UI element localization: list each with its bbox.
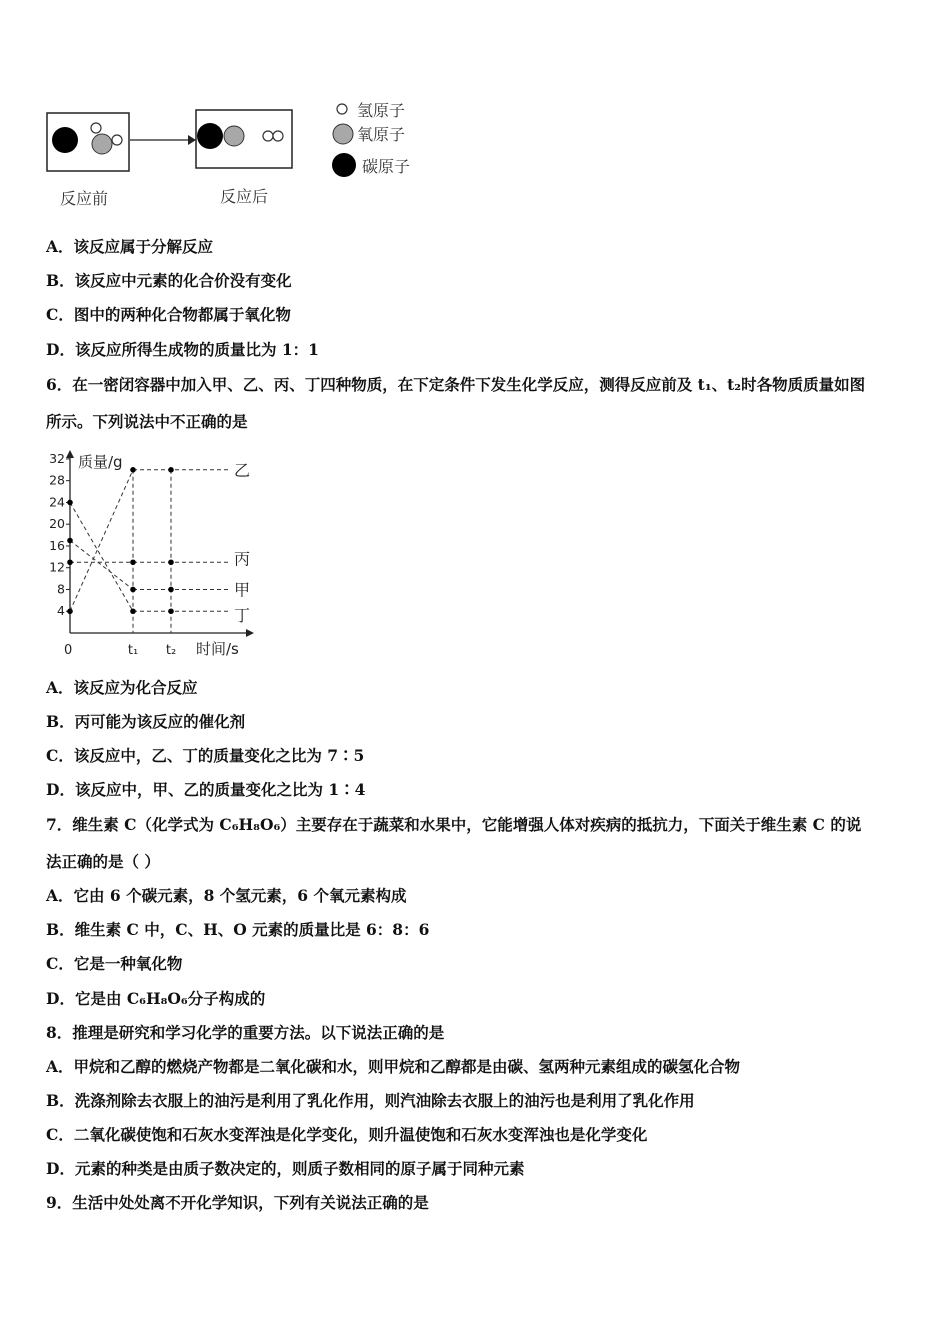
q8-option-c: C．二氧化碳使饱和石灰水变浑浊是化学变化，则升温使饱和石灰水变浑浊也是化学变化 [46,1125,648,1144]
q5-option-b: B．该反应中元素的化合价没有变化 [46,271,292,290]
after-label: 反应后 [220,187,269,206]
hydrogen-atom-icon [112,135,122,145]
q7-option-c: C．它是一种氧化物 [46,954,183,973]
before-label: 反应前 [60,189,109,208]
q8-stem: 8．推理是研究和学习化学的重要方法。以下说法正确的是 [46,1023,445,1042]
arrow-head-icon [188,135,196,145]
q9-stem: 9．生活中处处离不开化学知识，下列有关说法正确的是 [46,1193,429,1212]
y-tick-label: 16 [49,537,65,553]
q5-option-d: D．该反应所得生成物的质量比为 1：1 [46,340,319,359]
legend-hydrogen-label: 氢原子 [357,101,406,120]
hydrogen-atom-icon [91,123,101,133]
legend-oxygen-label: 氧原子 [357,125,406,144]
q6-option-a: A．该反应为化合反应 [46,678,198,697]
data-point-丁 [130,608,136,614]
q6-stem-line1: 6．在一密闭容器中加入甲、乙、丙、丁四种物质，在下定条件下发生化学反应，测得反应前及 t₁、t₂时各物质质量如图 [46,375,866,394]
q7-option-b: B．维生素 C 中，C、H、O 元素的质量比是 6：8：6 [46,920,430,939]
y-tick-label: 12 [49,559,65,575]
hydrogen-atom-icon [337,104,347,114]
data-point-乙 [130,467,136,473]
carbon-atom-icon [52,127,78,153]
data-point-丙 [168,559,174,565]
q8-option-b: B．洗涤剂除去衣服上的油污是利用了乳化作用，则汽油除去衣服上的油污也是利用了乳化作用 [46,1091,695,1110]
series-label-丙: 丙 [234,549,251,569]
q6-option-c: C．该反应中，乙、丁的质量变化之比为 7∶5 [46,746,365,765]
y-axis-label: 质量/g [78,453,123,471]
legend-carbon-label: 碳原子 [362,157,411,176]
y-tick-label: 4 [57,603,65,619]
y-tick-label: 28 [49,472,65,488]
q6-option-d: D．该反应中，甲、乙的质量变化之比为 1∶4 [46,780,366,799]
series-label-甲: 甲 [234,580,251,600]
q8-option-a: A．甲烷和乙醇的燃烧产物都是二氧化碳和水，则甲烷和乙醇都是由碳、氢两种元素组成的碳氢化合物 [46,1057,741,1076]
q6-stem-line2: 所示。下列说法中不正确的是 [46,412,248,431]
q7-option-d: D．它是由 C₆H₈O₆分子构成的 [46,989,266,1008]
origin-label: 0 [64,643,73,658]
q5-option-a: A．该反应属于分解反应 [46,237,214,256]
x-axis-label: 时间/s [196,640,239,658]
reaction-diagram [44,96,416,211]
series-label-乙: 乙 [234,460,251,480]
data-point-甲 [168,587,174,593]
data-point-乙 [168,467,174,473]
series-line-甲 [70,541,133,590]
series-label-丁: 丁 [234,606,251,626]
y-tick-label: 20 [49,516,65,532]
data-point-乙 [67,608,73,614]
data-point-丙 [67,559,73,565]
carbon-atom-icon [332,153,356,177]
data-point-甲 [67,538,73,544]
x-tick-label: t₂ [165,643,177,658]
y-tick-label: 32 [49,450,65,466]
oxygen-atom-icon [224,126,244,146]
y-tick-label: 8 [57,581,65,597]
series-line-丁 [70,502,133,611]
q7-stem-line1: 7．维生素 C（化学式为 C₆H₈O₆）主要存在于蔬菜和水果中，它能增强人体对疾病的抵抗力，下面关于维生素 C 的说 [46,815,862,834]
hydrogen-atom-icon [263,131,273,141]
hydrogen-atom-icon [273,131,283,141]
q5-option-c: C．图中的两种化合物都属于氧化物 [46,305,291,324]
q7-option-a: A．它由 6 个碳元素，8 个氢元素，6 个氧元素构成 [46,886,407,905]
oxygen-atom-icon [333,124,353,144]
mass-time-chart [40,448,270,660]
q7-stem-line2: 法正确的是（ ） [46,852,160,871]
data-point-丁 [67,500,73,506]
y-tick-label: 24 [49,494,65,510]
y-axis-arrow-icon [66,450,74,458]
carbon-atom-icon [197,123,223,149]
series-line-乙 [70,470,133,611]
data-point-丁 [168,608,174,614]
data-point-甲 [130,587,136,593]
data-point-丙 [130,559,136,565]
x-axis-arrow-icon [246,629,254,637]
q6-option-b: B．丙可能为该反应的催化剂 [46,712,246,731]
oxygen-atom-icon [92,134,112,154]
q8-option-d: D．元素的种类是由质子数决定的，则质子数相同的原子属于同种元素 [46,1159,525,1178]
x-tick-label: t₁ [127,643,139,658]
